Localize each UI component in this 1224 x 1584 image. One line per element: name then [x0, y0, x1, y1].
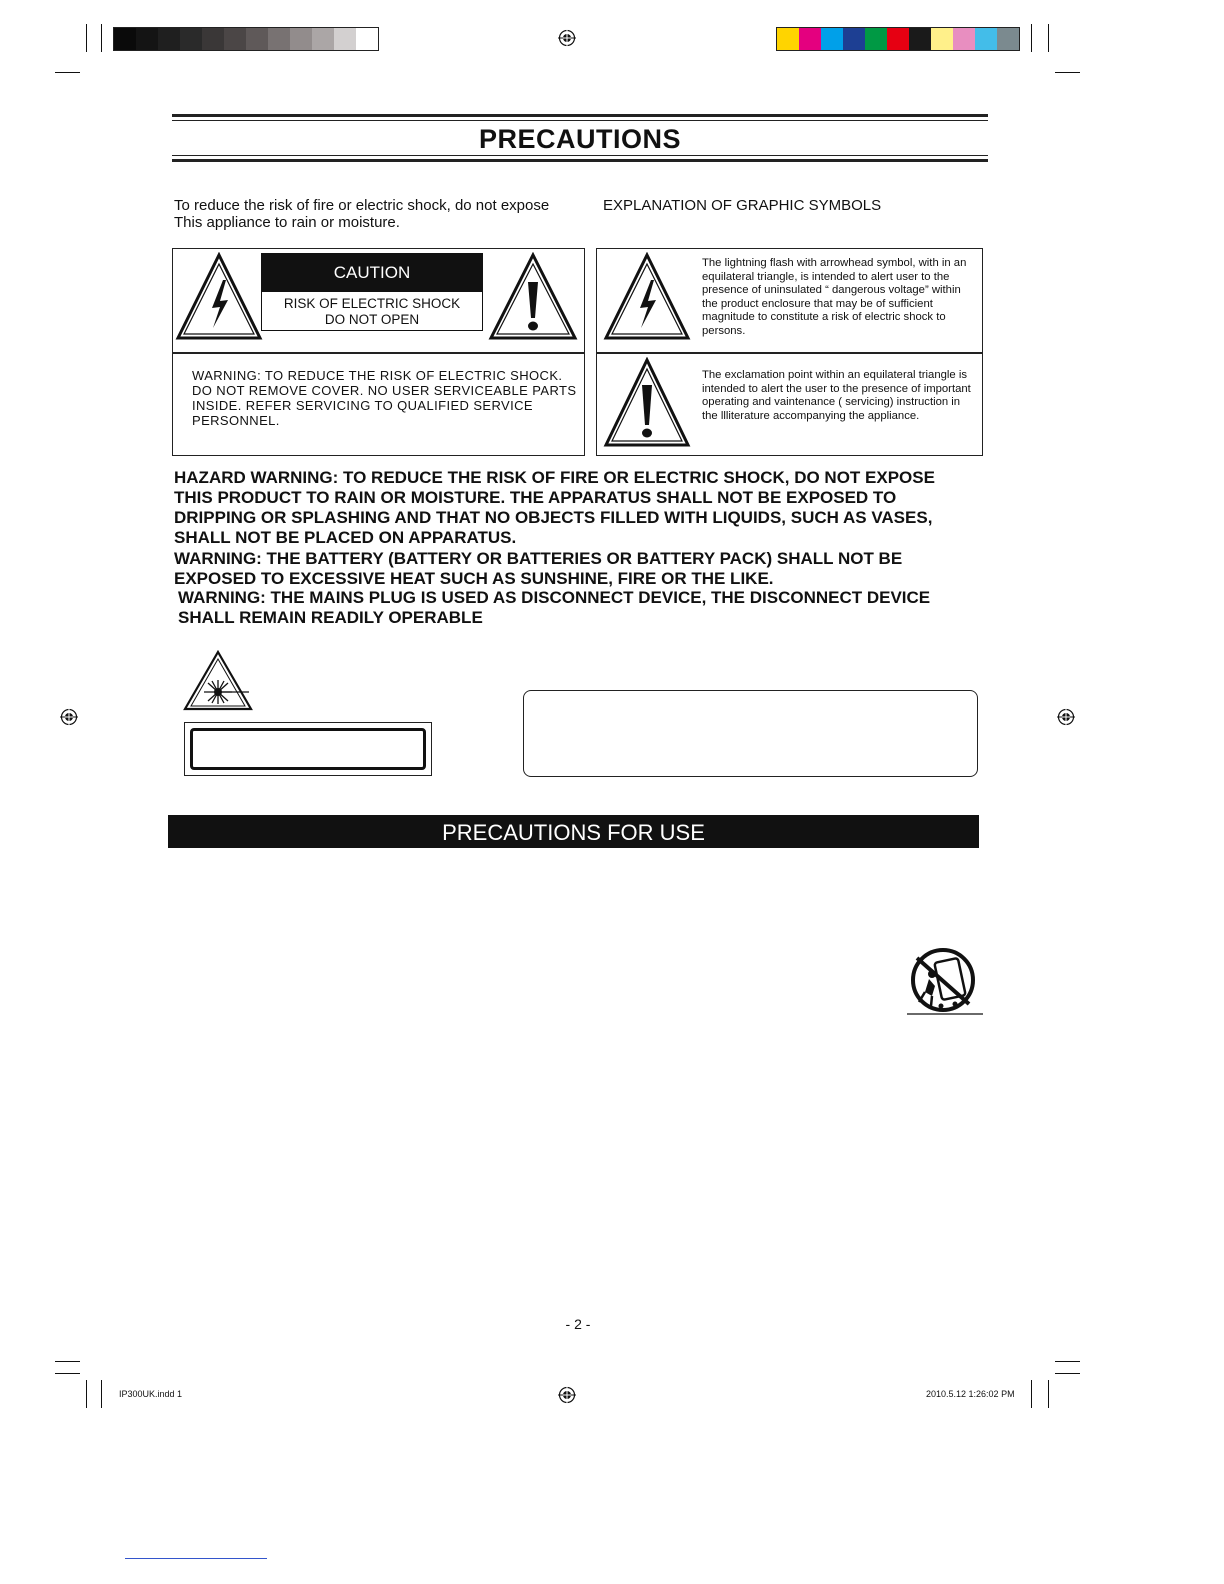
gray-swatch-8 [268, 28, 290, 50]
date-slug: 2010.5.12 1:26:02 PM [926, 1389, 1015, 1399]
exclamation-symbol-icon [603, 357, 691, 449]
exclamation-warning-icon [488, 252, 578, 342]
gray-swatch-3 [158, 28, 180, 50]
color-swatch-10 [975, 28, 997, 50]
registration-mark-icon [558, 1386, 576, 1404]
laser-label-box [190, 728, 426, 770]
hazard-warning: HAZARD WARNING: TO REDUCE THE RISK OF FIRE OR ELECTRIC SHOCK, DO NOT EXPOSE THIS PRODUCT TO RAIN OR MOISTURE. THE APPARATUS SHALL NOT BE EXPOSED TO DRIPPING OR SPLASHING AND THAT NO OBJECTS FILLED WITH LIQUIDS, SUCH AS VASES, SHALL NOT BE PLACED ON APPARATUS. [174, 468, 935, 547]
caution-label: CAUTION [261, 253, 483, 291]
color-swatch-11 [997, 28, 1019, 50]
cart-tip-over-icon [905, 944, 985, 1018]
page-number: - 2 - [565, 1316, 591, 1332]
gray-swatch-10 [312, 28, 334, 50]
registration-mark-icon [1057, 708, 1075, 726]
intro-notice [174, 197, 549, 231]
precautions-for-use-banner: PRECAUTIONS FOR USE [168, 815, 979, 848]
registration-mark-icon [558, 29, 576, 47]
title-rule-top-thin [172, 120, 988, 121]
lightning-warning-icon [175, 252, 263, 342]
bottom-underline [125, 1558, 267, 1559]
color-swatch-6 [887, 28, 909, 50]
notice-box [523, 690, 978, 777]
title-rule-bottom-thick [172, 159, 988, 162]
page-title: PRECAUTIONS [478, 124, 681, 154]
laser-radiation-icon [183, 650, 253, 712]
gray-swatch-12 [356, 28, 378, 50]
caution-subtext-line-1: RISK OF ELECTRIC SHOCK [283, 296, 461, 311]
symbol-box-divider [596, 352, 983, 354]
registration-mark-icon [60, 708, 78, 726]
file-slug: IP300UK.indd 1 [119, 1389, 183, 1399]
color-swatch-2 [799, 28, 821, 50]
grayscale-calibration-bar [113, 27, 379, 51]
gray-swatch-9 [290, 28, 312, 50]
gray-swatch-6 [224, 28, 246, 50]
color-swatch-9 [953, 28, 975, 50]
battery-warning: WARNING: THE BATTERY (BATTERY OR BATTERIES OR BATTERY PACK) SHALL NOT BE EXPOSED TO EXCESSIVE HEAT SUCH AS SUNSHINE, FIRE OR THE LIKE. [174, 549, 903, 588]
caution-box-divider [172, 352, 585, 354]
caution-subtext [261, 291, 483, 331]
title-rule-bottom-thin [172, 155, 988, 156]
color-swatch-3 [821, 28, 843, 50]
color-calibration-bar [776, 27, 1020, 51]
color-swatch-7 [909, 28, 931, 50]
symbols-heading: EXPLANATION OF GRAPHIC SYMBOLS [603, 197, 882, 214]
gray-swatch-1 [114, 28, 136, 50]
gray-swatch-2 [136, 28, 158, 50]
gray-swatch-5 [202, 28, 224, 50]
color-swatch-4 [843, 28, 865, 50]
color-swatch-5 [865, 28, 887, 50]
gray-swatch-11 [334, 28, 356, 50]
lightning-symbol-description: The lightning flash with arrowhead symbol, with in an equilateral triangle, is intended to alert user to the presence of uninsulated “ dangerous voltage” within the product enclosure that may be of sufficient magnitude to constitute a risk of electric shock to persons. [702, 257, 967, 337]
lightning-symbol-icon [603, 252, 691, 342]
gray-swatch-4 [180, 28, 202, 50]
gray-swatch-7 [246, 28, 268, 50]
title-rule-top-thick [172, 114, 988, 117]
caution-subtext-line-2: DO NOT OPEN [324, 311, 420, 327]
intro-line-2: This appliance to rain or moisture. [174, 214, 400, 231]
mains-plug-warning: WARNING: THE MAINS PLUG IS USED AS DISCONNECT DEVICE, THE DISCONNECT DEVICE SHALL REMAIN READILY OPERABLE [178, 588, 931, 627]
exclamation-symbol-description: The exclamation point within an equilateral triangle is intended to alert the user to the presence of important operating and vaintenance ( servicing) instruction in the llliterature accompanying the appliance. [702, 369, 971, 422]
color-swatch-8 [931, 28, 953, 50]
caution-box-warning-text: WARNING: TO REDUCE THE RISK OF ELECTRIC SHOCK. DO NOT REMOVE COVER. NO USER SERVICEABLE PARTS INSIDE. REFER SERVICING TO QUALIFIED SERVICE PERSONNEL. [192, 368, 577, 428]
color-swatch-1 [777, 28, 799, 50]
intro-line-1: To reduce the risk of fire or electric shock, do not expose [174, 197, 550, 214]
